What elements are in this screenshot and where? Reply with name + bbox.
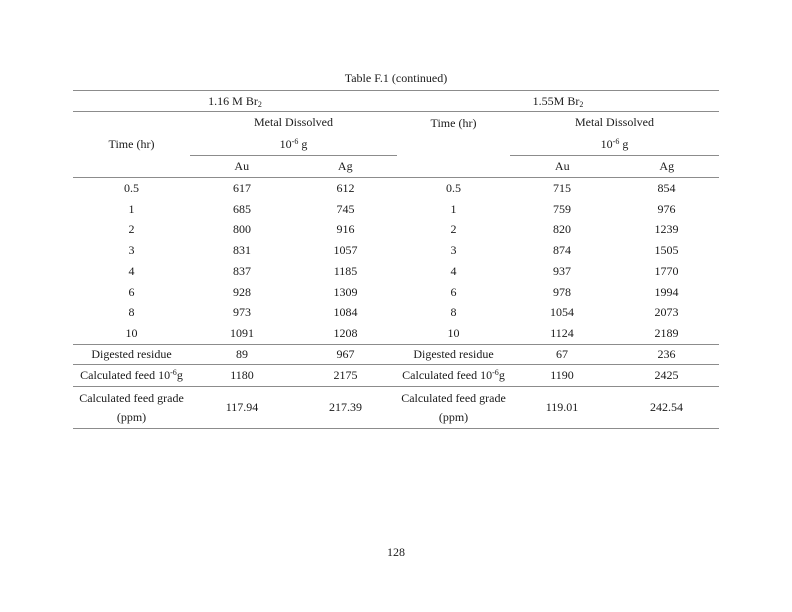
cell-ag-right: 976: [657, 201, 676, 216]
calculated-grade-label-left: Calculated feed grade (ppm): [79, 390, 184, 424]
element-header-row-left: [190, 156, 397, 177]
metal-dissolved-block-right: [510, 112, 719, 177]
concentration-right: 1.55M Br2: [532, 93, 584, 109]
cell-time-left: 0.5: [124, 180, 139, 195]
cell-au-left: 1180: [230, 368, 254, 382]
data-row: [73, 282, 719, 303]
calculated-feed-row: [73, 364, 719, 386]
cell-time-right: 3: [450, 243, 457, 258]
cell-au-right: 67: [556, 347, 568, 361]
au-header-right: Au: [554, 159, 570, 173]
cell-ag-right: 242.54: [650, 400, 683, 414]
metal-dissolved-block-left: [190, 112, 397, 177]
cell-time-right: 8: [450, 305, 457, 320]
cell-au-left: 685: [233, 201, 251, 216]
cell-au-right: 874: [553, 243, 571, 258]
cell-ag-right: 1994: [654, 284, 679, 299]
time-header-right: Time (hr): [430, 115, 477, 130]
column-header-row: [73, 111, 719, 177]
cell-time-right: 2: [450, 222, 457, 237]
cell-au-left: 89: [236, 347, 248, 361]
metal-dissolved-label-left: Metal Dissolved: [254, 115, 333, 129]
calculated-feed-label-left: Calculated feed $10^{-6}g$: [80, 368, 183, 382]
cell-au-left: 117.94: [225, 400, 259, 414]
cell-au-right: 759: [553, 201, 571, 216]
cell-time-left: 3: [128, 243, 135, 258]
calculated-grade-row: [73, 386, 719, 429]
cell-ag-left: 2175: [333, 368, 358, 382]
data-row: [73, 261, 719, 282]
cell-au-right: 820: [553, 222, 571, 237]
calculated-feed-label-right: Calculated feed $10^{-6}g$: [402, 368, 505, 382]
digested-residue-row: [73, 344, 719, 364]
ag-header-left: Ag: [337, 159, 353, 173]
ag-header-right: Ag: [659, 159, 675, 173]
data-row: [73, 220, 719, 241]
cell-au-left: 1091: [230, 326, 254, 341]
cell-ag-left: 745: [336, 201, 355, 216]
cell-ag-left: 1057: [333, 243, 358, 258]
cell-time-left: 6: [128, 284, 135, 299]
data-rows-block: [73, 177, 719, 344]
group-header-left: [73, 91, 397, 111]
cell-ag-left: 1084: [333, 305, 358, 320]
cell-au-right: 937: [553, 263, 571, 278]
data-table: [73, 90, 719, 429]
data-row: [73, 199, 719, 220]
cell-ag-left: 612: [336, 180, 355, 195]
cell-ag-right: 2189: [654, 326, 679, 341]
cell-au-right: 1054: [550, 305, 574, 320]
cell-au-right: 978: [553, 284, 571, 299]
cell-ag-left: 1309: [333, 284, 358, 299]
cell-ag-right: 2073: [654, 305, 679, 320]
cell-au-right: 119.01: [545, 400, 579, 414]
cell-time-left: 10: [125, 326, 138, 341]
cell-time-right: 0.5: [446, 180, 461, 195]
group-header-right: [397, 91, 719, 111]
cell-au-left: 928: [233, 284, 251, 299]
cell-ag-right: 1505: [654, 243, 679, 258]
cell-au-left: 617: [233, 180, 251, 195]
unit-label-right: $10^{-6}$ g: [510, 133, 719, 156]
cell-au-right: 715: [553, 180, 571, 195]
cell-time-right: 6: [450, 284, 457, 299]
cell-ag-right: 2425: [654, 368, 679, 382]
cell-time-left: 4: [128, 263, 135, 278]
page-number: 128: [387, 545, 405, 559]
cell-au-left: 800: [233, 222, 251, 237]
table-title: Table F.1 (continued): [344, 71, 448, 85]
cell-time-left: 1: [128, 201, 135, 216]
cell-time-right: 10: [447, 326, 460, 341]
data-row: [73, 323, 719, 344]
unit-label-left: $10^{-6}$ g: [190, 133, 397, 156]
cell-ag-left: 967: [336, 347, 355, 361]
digested-label-right: Digested residue: [413, 347, 494, 361]
cell-ag-right: 236: [657, 347, 676, 361]
element-header-row-right: [510, 156, 719, 177]
concentration-left: 1.16 M Br2: [208, 93, 262, 109]
cell-au-left: 837: [233, 263, 251, 278]
cell-ag-left: 916: [336, 222, 355, 237]
metal-dissolved-label-right: Metal Dissolved: [575, 115, 654, 129]
data-row: [73, 178, 719, 199]
cell-ag-left: 217.39: [329, 400, 362, 414]
cell-time-left: 8: [128, 305, 135, 320]
cell-time-left: 2: [128, 222, 135, 237]
cell-time-right: 1: [450, 201, 457, 216]
time-header-left: Time (hr): [108, 137, 155, 151]
cell-au-left: 973: [233, 305, 251, 320]
cell-ag-right: 1239: [654, 222, 679, 237]
cell-au-left: 831: [233, 243, 251, 258]
data-row: [73, 240, 719, 261]
cell-au-right: 1190: [550, 368, 574, 382]
concentration-header-row: [73, 90, 719, 111]
cell-time-right: 4: [450, 263, 457, 278]
cell-au-right: 1124: [550, 326, 574, 341]
cell-ag-left: 1185: [333, 263, 358, 278]
data-row: [73, 303, 719, 324]
au-header-left: Au: [234, 159, 250, 173]
cell-ag-right: 854: [657, 180, 676, 195]
cell-ag-left: 1208: [333, 326, 358, 341]
digested-label-left: Digested residue: [91, 347, 172, 361]
calculated-grade-label-right: Calculated feed grade (ppm): [401, 390, 506, 424]
cell-ag-right: 1770: [654, 263, 679, 278]
